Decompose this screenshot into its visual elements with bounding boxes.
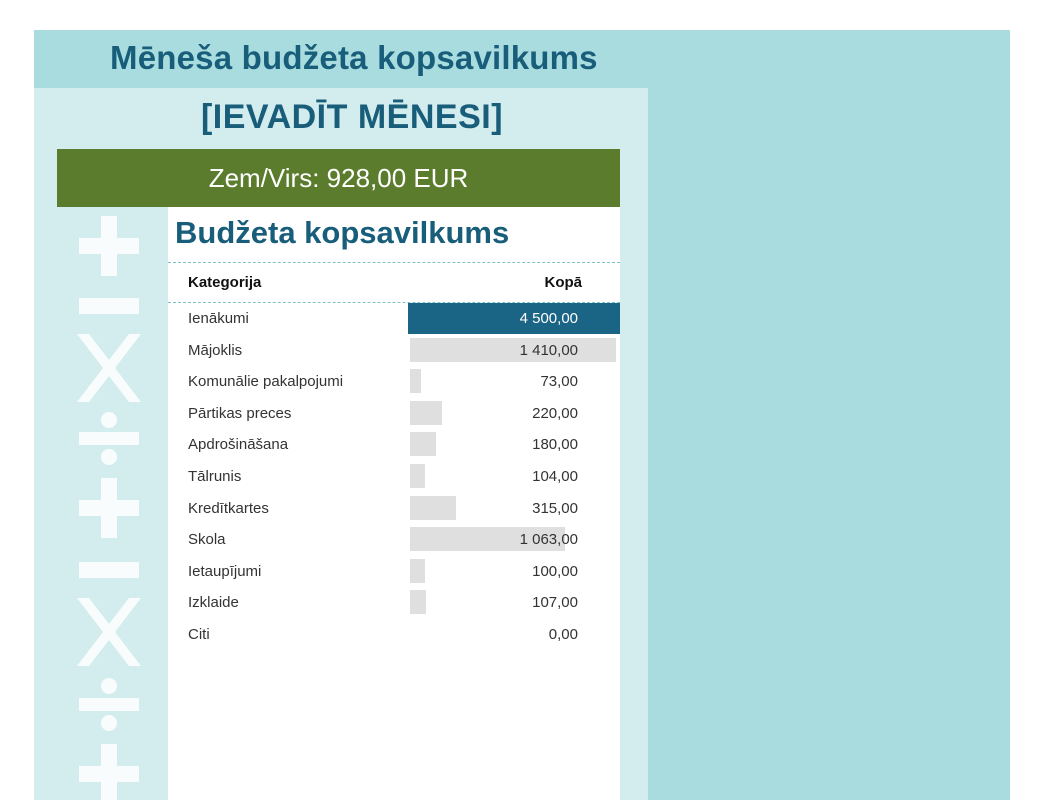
row-category-label: Komunālie pakalpojumi bbox=[188, 373, 344, 391]
expense-bar bbox=[410, 432, 436, 456]
page-title: Mēneša budžeta kopsavilkums bbox=[110, 39, 598, 76]
row-total-value: 107,00 bbox=[532, 594, 578, 612]
row-total-value: 104,00 bbox=[532, 468, 578, 485]
expense-bar bbox=[410, 401, 442, 425]
row-category-label: Mājoklis bbox=[188, 341, 243, 359]
plus-icon bbox=[79, 216, 139, 276]
row-category-label: Ietaupījumi bbox=[188, 562, 262, 580]
income-bar bbox=[408, 303, 620, 334]
row-total-value: 0,00 bbox=[548, 626, 578, 643]
row-total-value: 4 500,00 bbox=[519, 310, 578, 327]
row-total-value: 315,00 bbox=[532, 499, 578, 517]
row-total-value: 100,00 bbox=[532, 562, 578, 580]
divider bbox=[168, 262, 620, 263]
row-total-value: 1 063,00 bbox=[519, 531, 578, 549]
row-total-value: 73,00 bbox=[540, 373, 578, 391]
times-icon bbox=[77, 334, 141, 402]
summary-title: Budžeta kopsavilkums bbox=[175, 215, 510, 250]
table-row[interactable] bbox=[168, 366, 620, 397]
table-row[interactable] bbox=[168, 303, 620, 334]
table-row[interactable] bbox=[168, 587, 620, 618]
table-row[interactable] bbox=[168, 524, 620, 555]
balance-banner: Zem/Virs: 928,00 EUR bbox=[57, 149, 620, 207]
expense-bar bbox=[410, 464, 425, 488]
expense-bar bbox=[410, 369, 421, 393]
table-row[interactable] bbox=[168, 493, 620, 524]
column-header-category: Kategorija bbox=[188, 274, 262, 291]
column-header-total: Kopā bbox=[544, 274, 582, 291]
plus-icon bbox=[79, 744, 139, 802]
month-field[interactable]: [IEVADĪT MĒNESI] bbox=[200, 98, 504, 136]
budget-sheet bbox=[34, 30, 1010, 800]
row-category-label: Kredītkartes bbox=[188, 499, 269, 517]
row-total-value: 220,00 bbox=[532, 404, 578, 422]
row-category-label: Tālrunis bbox=[188, 468, 242, 485]
row-total-value: 1 410,00 bbox=[519, 341, 578, 359]
table-row[interactable] bbox=[168, 461, 620, 492]
row-category-label: Apdrošināšana bbox=[188, 436, 289, 454]
table-row[interactable] bbox=[168, 619, 620, 650]
row-category-label: Pārtikas preces bbox=[188, 404, 292, 422]
table-row[interactable] bbox=[168, 429, 620, 460]
expense-bar bbox=[410, 559, 425, 583]
table-row[interactable] bbox=[168, 335, 620, 366]
table-row[interactable] bbox=[168, 398, 620, 429]
times-icon bbox=[77, 598, 141, 666]
divide-icon bbox=[79, 678, 139, 731]
minus-icon bbox=[79, 562, 139, 578]
row-total-value: 180,00 bbox=[532, 436, 578, 454]
minus-icon bbox=[79, 298, 139, 314]
expense-bar bbox=[410, 496, 456, 520]
divide-icon bbox=[79, 412, 139, 465]
row-category-label: Ienākumi bbox=[188, 310, 249, 327]
row-category-label: Skola bbox=[188, 531, 226, 549]
row-category-label: Citi bbox=[188, 626, 210, 643]
table-row[interactable] bbox=[168, 556, 620, 587]
budget-summary-card bbox=[168, 207, 620, 800]
math-symbols-decoration bbox=[69, 212, 149, 802]
plus-icon bbox=[79, 478, 139, 538]
expense-bar bbox=[410, 590, 426, 614]
summary-panel bbox=[34, 88, 648, 800]
row-category-label: Izklaide bbox=[188, 594, 239, 612]
expense-bar bbox=[410, 338, 616, 362]
